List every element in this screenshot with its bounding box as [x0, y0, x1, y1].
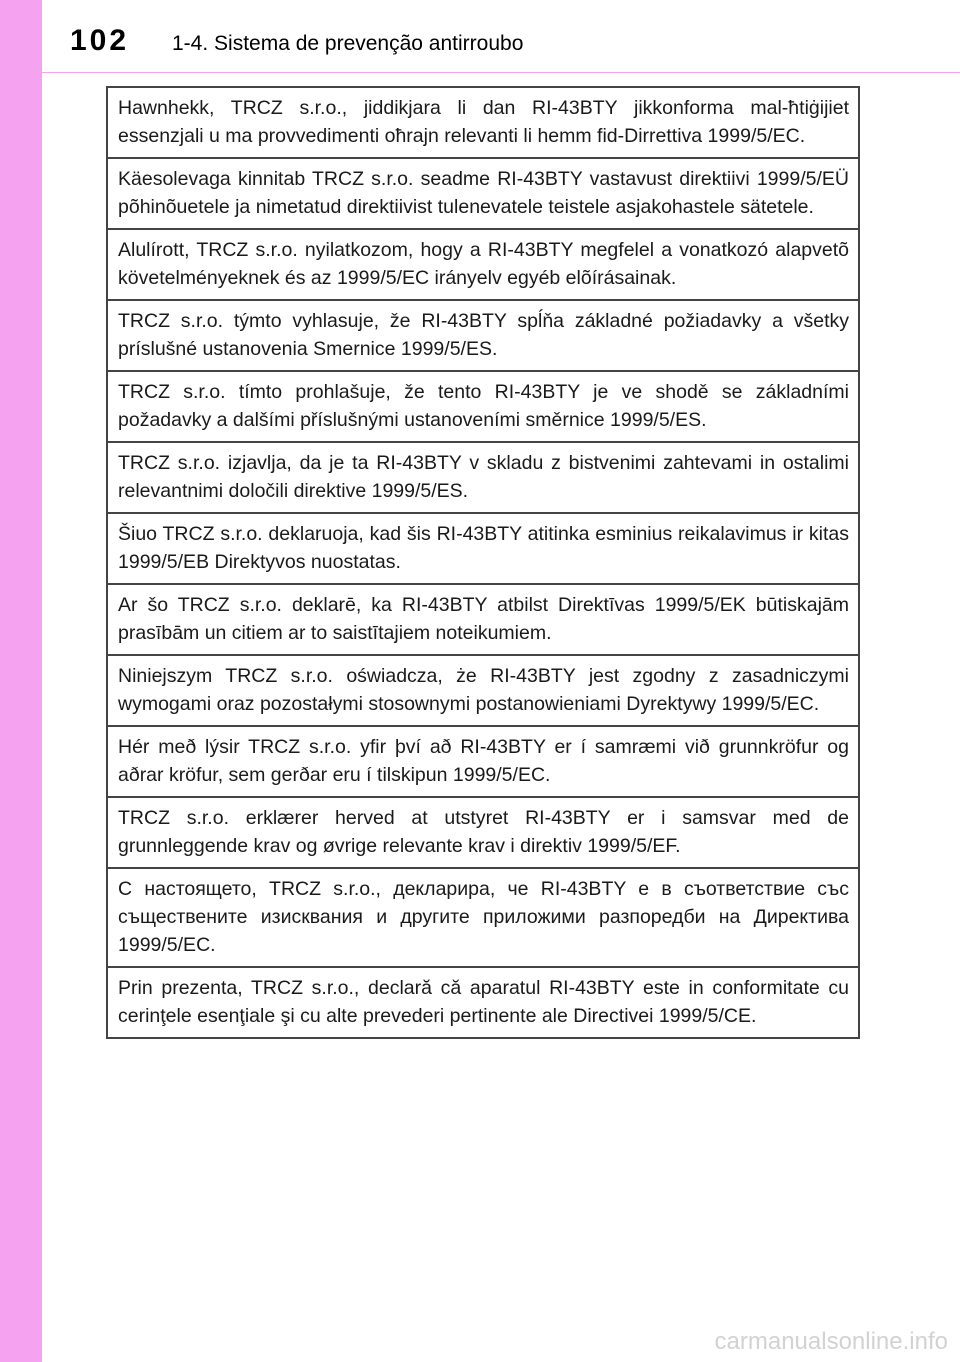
footer-watermark: carmanualsonline.info: [714, 1328, 948, 1355]
declaration-romanian: Prin prezenta, TRCZ s.r.o., declară că aparatul RI-43BTY este in conformitate cu cerinţele esenţiale şi cu alte prevederi pertinente ale Directivei 1999/5/CE.: [108, 966, 858, 1037]
declaration-hungarian: Alulírott, TRCZ s.r.o. nyilatkozom, hogy a RI-43BTY megfelel a vonatkozó alapvetõ követelményeknek és az 1999/5/EC irányelv egyéb elõírásainak.: [108, 228, 858, 299]
declaration-lithuanian: Šiuo TRCZ s.r.o. deklaruoja, kad šis RI-43BTY atitinka esminius reikalavimus ir kitas 1999/5/EB Direktyvos nuostatas.: [108, 512, 858, 583]
declaration-slovak: TRCZ s.r.o. týmto vyhlasuje, že RI-43BTY spĺňa základné požiadavky a všetky príslušné ustanovenia Smernice 1999/5/ES.: [108, 299, 858, 370]
declaration-latvian: Ar šo TRCZ s.r.o. deklarē, ka RI-43BTY atbilst Direktīvas 1999/5/EK būtiskajām prasībām un citiem ar to saistītajiem noteikumiem.: [108, 583, 858, 654]
side-color-band: [0, 0, 42, 1362]
declaration-norwegian: TRCZ s.r.o. erklærer herved at utstyret RI-43BTY er i samsvar med de grunnleggende krav og øvrige relevante krav i direktiv 1999/5/EF.: [108, 796, 858, 867]
header-divider: [42, 72, 960, 73]
declaration-icelandic: Hér með lýsir TRCZ s.r.o. yfir því að RI-43BTY er í samræmi við grunnkröfur og aðrar kröfur, sem gerðar eru í tilskipun 1999/5/EC.: [108, 725, 858, 796]
declaration-polish: Niniejszym TRCZ s.r.o. oświadcza, że RI-43BTY jest zgodny z zasadniczymi wymogami oraz pozostałymi stosownymi postanowieniami Dyrektywy 1999/5/EC.: [108, 654, 858, 725]
declaration-bulgarian: С настоящето, TRCZ s.r.o., декларира, че RI-43BTY е в съответствие със съществените изисквания и другите приложими разпоредби на Директива 1999/5/EC.: [108, 867, 858, 966]
page-number: 102: [70, 24, 130, 57]
declaration-maltese: Hawnhekk, TRCZ s.r.o., jiddikjara li dan RI-43BTY jikkonforma mal-ħtiġijiet essenzjali u ma provvedimenti oħrajn relevanti li hemm fid-Dirrettiva 1999/5/EC.: [118, 97, 849, 147]
declaration-estonian: Käesolevaga kinnitab TRCZ s.r.o. seadme RI-43BTY vastavust direktiivi 1999/5/EÜ põhinõuetele ja nimetatud direktiivist tulenevatele teistele asjakohastele sätetele.: [108, 157, 858, 228]
declaration-slovenian: TRCZ s.r.o. izjavlja, da je ta RI-43BTY v skladu z bistvenimi zahtevami in ostalimi relevantnimi določili direktive 1999/5/ES.: [108, 441, 858, 512]
declaration-czech: TRCZ s.r.o. tímto prohlašuje, že tento RI-43BTY je ve shodě se základními požadavky a dalšími příslušnými ustanoveními směrnice 1999/5/ES.: [108, 370, 858, 441]
section-title: 1-4. Sistema de prevenção antirroubo: [172, 32, 524, 55]
declaration-table: [106, 86, 860, 1039]
